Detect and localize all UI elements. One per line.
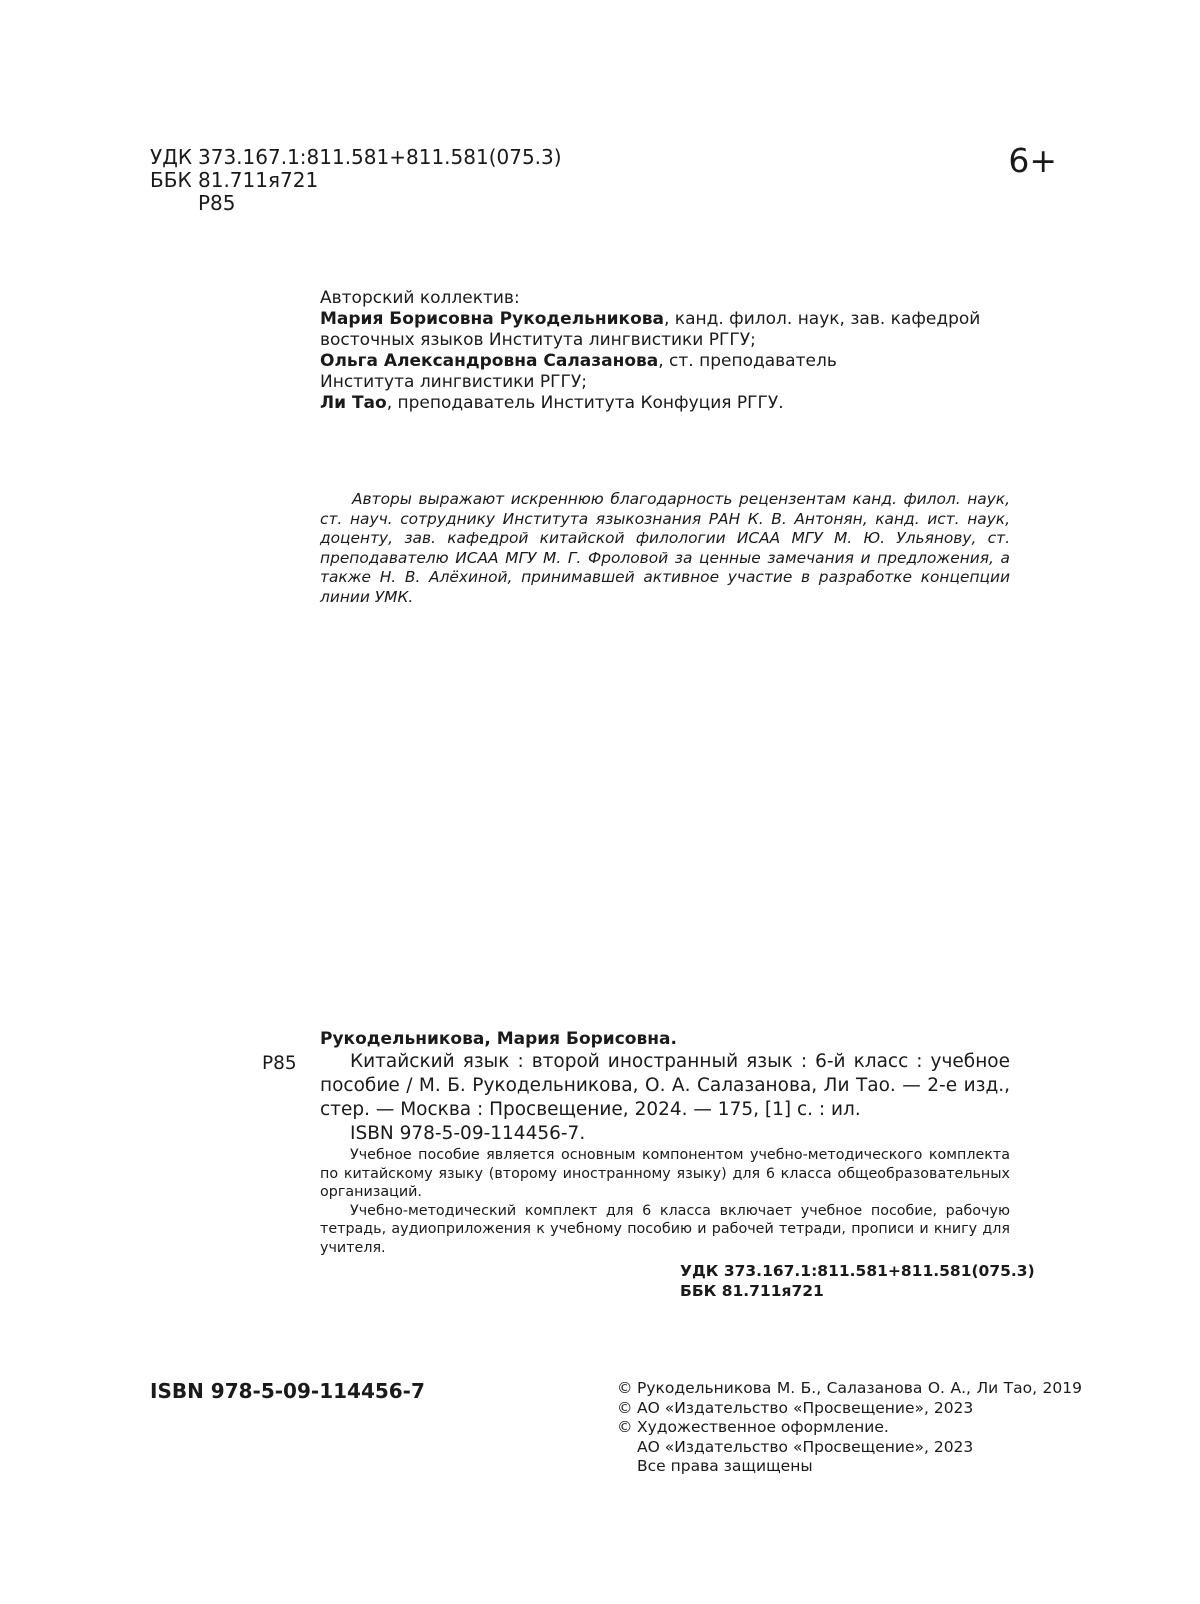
author-3-info: , преподаватель Института Конфуция РГГУ. xyxy=(386,393,784,413)
copyright-symbol xyxy=(617,1438,637,1458)
copyright-line xyxy=(617,1379,1082,1399)
author-2 xyxy=(320,351,1010,372)
copyright-line xyxy=(617,1418,1082,1438)
copyright-symbol: © xyxy=(617,1418,633,1436)
copyright-symbol xyxy=(617,1457,637,1477)
authors-block xyxy=(320,288,1010,414)
udk-value: 373.167.1:811.581+811.581(075.3) xyxy=(198,145,562,169)
copyright-line xyxy=(617,1399,1082,1419)
author-2-name: Ольга Александровна Салазанова xyxy=(320,351,659,371)
author-1-info-cont: восточных языков Института лингвистики РГГУ; xyxy=(320,330,756,350)
bbk-row xyxy=(150,169,562,192)
copyright-line xyxy=(617,1457,1082,1477)
bib-annotation-1: Учебное пособие является основным компонентом учебно-методического комплекта по китайскому языку (второму иностранному языку) для 6 класса общеобразовательных организаций. xyxy=(320,1147,1010,1200)
isbn-main: ISBN 978-5-09-114456-7 xyxy=(150,1379,425,1403)
copyright-symbol: © xyxy=(617,1398,633,1417)
udk-row xyxy=(150,146,562,169)
copyright-block xyxy=(617,1379,1082,1477)
bib-description: Китайский язык : второй иностранный язык : 6-й класс : учебное пособие / М. Б. Рукодельникова, О. А. Салазанова, Ли Тао. — 2-е изд., стер. — Москва : Просвещение, 2024. — 175, [1] с. : ил. xyxy=(320,1051,1010,1120)
bib-annotation-2: Учебно-методический комплект для 6 класса включает учебное пособие, рабочую тетрадь, аудиоприложения к учебному пособию и рабочей тетради, прописи и книгу для учителя. xyxy=(320,1202,1010,1256)
author-2-info: , ст. преподаватель xyxy=(658,351,837,371)
author-1-name: Мария Борисовна Рукодельникова xyxy=(320,309,664,329)
classification-codes xyxy=(150,146,562,215)
copyright-text: Художественное оформление. xyxy=(637,1418,889,1436)
bib-bbk: ББК 81.711я721 xyxy=(680,1281,824,1300)
copyright-text: АО «Издательство «Просвещение», 2023 xyxy=(637,1437,974,1456)
author-1-info: , канд. филол. наук, зав. кафедрой xyxy=(664,309,981,329)
copyright-symbol: © xyxy=(617,1379,633,1397)
bib-udk: УДК 373.167.1:811.581+811.581(075.3) xyxy=(680,1262,1035,1280)
bib-author: Рукодельникова, Мария Борисовна. xyxy=(320,1029,677,1049)
copyright-text: Все права защищены xyxy=(637,1457,813,1475)
author-1 xyxy=(320,309,1010,330)
acknowledgement: Авторы выражают искреннюю благодарность рецензентам канд. филол. наук, ст. науч. сотруднику Института языкознания РАН К. В. Антонян, канд. ист. наук, доценту, зав. кафедрой китайской филологии ИСАА МГУ М. Ю. Ульянову, ст. преподавателю ИСАА МГУ М. Г. Фроловой за ценные замечания и предложения, а также Н. В. Алёхиной, принимавшей активное участие в разработке концепции линии УМК. xyxy=(320,490,1010,606)
bib-isbn: ISBN 978-5-09-114456-7. xyxy=(350,1123,586,1144)
bbk-label: ББК xyxy=(150,168,192,192)
author-3-name: Ли Тао xyxy=(320,393,387,413)
copyright-text: АО «Издательство «Просвещение», 2023 xyxy=(637,1398,974,1417)
copyright-line xyxy=(617,1438,1082,1458)
udk-label: УДК xyxy=(150,145,193,169)
bib-author-sign: Р85 xyxy=(262,1053,297,1074)
bbk-value: 81.711я721 xyxy=(198,168,319,192)
copyright-text: Рукодельникова М. Б., Салазанова О. А., Ли Тао, 2019 xyxy=(637,1379,1082,1397)
bib-codes xyxy=(680,1262,1035,1301)
author-sign: Р85 xyxy=(198,191,236,215)
author-2-info-cont: Института лингвистики РГГУ; xyxy=(320,372,587,392)
bibliographic-record xyxy=(320,1028,1010,1257)
author-3 xyxy=(320,393,1010,414)
authors-heading: Авторский коллектив: xyxy=(320,288,520,308)
age-rating: 6+ xyxy=(1008,141,1057,180)
